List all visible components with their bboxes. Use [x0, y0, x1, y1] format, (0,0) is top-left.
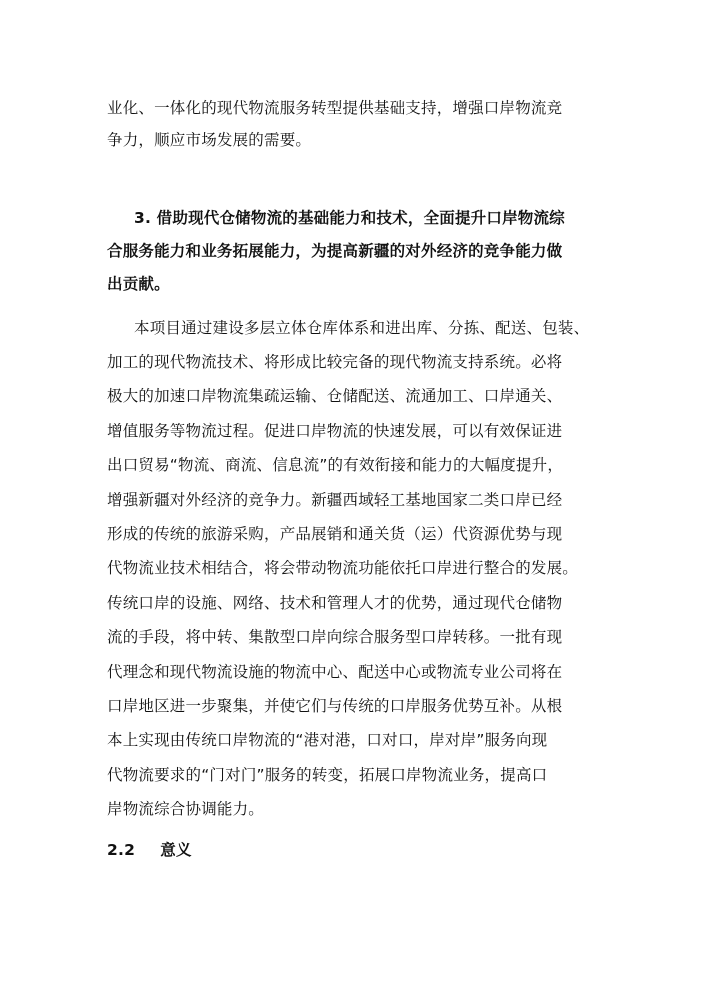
section-number: 2.2	[107, 841, 136, 859]
intro-line-2: 争力，顺应市场发展的需要。	[107, 131, 312, 149]
body-line-6: 增强新疆对外经济的竞争力。新疆西域轻工基地国家二类口岸已经	[107, 491, 563, 509]
body-line-14: 代物流要求的“门对门”服务的转变，拓展口岸物流业务，提高口	[107, 766, 548, 784]
heading-3-line-3: 出贡献。	[107, 275, 170, 293]
body-line-11: 代理念和现代物流设施的物流中心、配送中心或物流专业公司将在	[107, 663, 563, 681]
body-line-4: 增值服务等物流过程。促进口岸物流的快速发展，可以有效保证进	[107, 422, 563, 440]
body-line-1: 本项目通过建设多层立体仓库体系和进出库、分拣、配送、包装、	[134, 319, 590, 337]
body-line-15: 岸物流综合协调能力。	[107, 800, 265, 818]
body-line-9: 传统口岸的设施、网络、技术和管理人才的优势，通过现代仓储物	[107, 594, 563, 612]
section-heading	[107, 840, 192, 860]
body-line-13: 本上实现由传统口岸物流的“港对港，口对口，岸对岸”服务向现	[107, 731, 548, 749]
section-title: 意义	[160, 841, 192, 859]
body-line-3: 极大的加速口岸物流集疏运输、仓储配送、流通加工、口岸通关、	[107, 387, 563, 405]
body-line-7: 形成的传统的旅游采购，产品展销和通关货（运）代资源优势与现	[107, 525, 563, 543]
body-line-2: 加工的现代物流技术、将形成比较完备的现代物流支持系统。必将	[107, 353, 563, 371]
body-line-10: 流的手段，将中转、集散型口岸向综合服务型口岸转移。一批有现	[107, 628, 563, 646]
intro-line-1: 业化、一体化的现代物流服务转型提供基础支持，增强口岸物流竞	[107, 99, 563, 117]
body-line-8: 代物流业技术相结合，将会带动物流功能依托口岸进行整合的发展。	[107, 559, 579, 577]
body-line-5: 出口贸易“物流、商流、信息流”的有效衔接和能力的大幅度提升，	[107, 456, 564, 474]
heading-3-line-1: 3. 借助现代仓储物流的基础能力和技术，全面提升口岸物流综	[134, 209, 565, 227]
heading-3-line-2: 合服务能力和业务拓展能力，为提高新疆的对外经济的竞争能力做	[107, 242, 563, 260]
body-line-12: 口岸地区进一步聚集，并使它们与传统的口岸服务优势互补。从根	[107, 697, 563, 715]
